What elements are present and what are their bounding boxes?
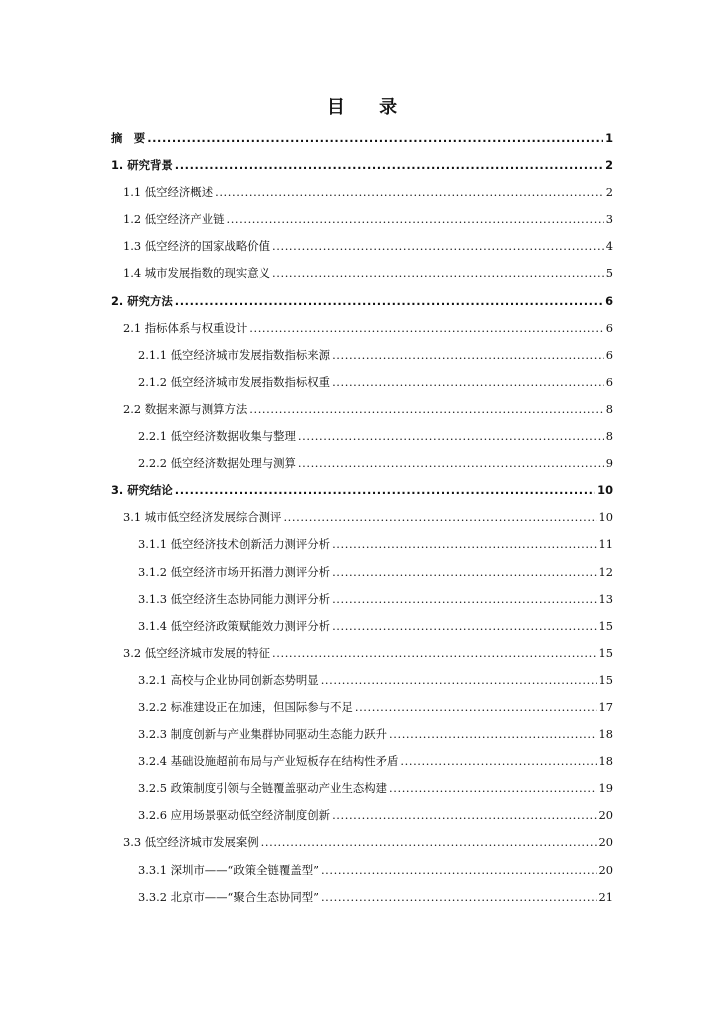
toc-entry-page-number: 15 (598, 672, 613, 687)
toc-entry[interactable] (111, 396, 613, 423)
toc-entry[interactable] (111, 721, 613, 748)
dot-leader (175, 288, 603, 315)
dot-leader (332, 559, 596, 586)
dot-leader (298, 423, 604, 450)
toc-entry-label: 3.1 城市低空经济发展综合测评 (123, 510, 282, 525)
toc-entry-page-number: 20 (598, 835, 613, 850)
toc-entry-label: 3.2.5 政策制度引领与全链覆盖驱动产业生态构建 (138, 781, 388, 796)
dot-leader (321, 857, 597, 884)
toc-entry[interactable] (111, 884, 613, 911)
dot-leader (400, 748, 596, 775)
toc-entry-label: 3.2.6 应用场景驱动低空经济制度创新 (138, 808, 331, 823)
toc-entry-page-number: 5 (605, 266, 613, 281)
toc-entry-page-number: 2 (605, 158, 613, 173)
dot-leader (389, 775, 596, 802)
toc-entry-page-number: 6 (605, 347, 613, 362)
toc-entry[interactable] (111, 369, 613, 396)
toc-entry-label: 3.2.2 标准建设正在加速，但国际参与不足 (138, 699, 353, 714)
toc-entry[interactable] (111, 613, 613, 640)
toc-entry[interactable] (111, 775, 613, 802)
dot-leader (298, 450, 604, 477)
toc-entry-page-number: 1 (605, 131, 613, 145)
toc-entry[interactable] (111, 531, 613, 558)
toc-entry-label: 3.1.1 低空经济技术创新活力测评分析 (138, 537, 331, 552)
toc-entry-label: 1.2 低空经济产业链 (123, 212, 225, 227)
dot-leader (332, 531, 596, 558)
toc-entry[interactable] (111, 423, 613, 450)
toc-entry-page-number: 17 (598, 699, 613, 714)
toc-entry[interactable] (111, 748, 613, 775)
toc-entry-label: 3.3.2 北京市——“聚合生态协同型” (138, 889, 319, 904)
toc-entry-label: 2.2.1 低空经济数据收集与整理 (138, 429, 296, 444)
toc-entry-label: 3.1.2 低空经济市场开拓潜力测评分析 (138, 564, 331, 579)
dot-leader (249, 315, 603, 342)
toc-entry[interactable] (111, 559, 613, 586)
toc-entry-page-number: 10 (597, 483, 613, 498)
toc-entry-label: 3.2 低空经济城市发展的特征 (123, 645, 271, 660)
dot-leader (226, 206, 603, 233)
toc-entry[interactable] (111, 342, 613, 369)
toc-entry[interactable] (111, 179, 613, 206)
dot-leader (175, 477, 595, 504)
dot-leader (272, 640, 596, 667)
toc-entry-page-number: 4 (605, 239, 613, 254)
toc-entry[interactable] (111, 315, 613, 342)
toc-entry[interactable] (111, 857, 613, 884)
toc-entry-page-number: 18 (598, 754, 613, 769)
toc-entry-page-number: 20 (598, 808, 613, 823)
dot-leader (321, 884, 597, 911)
toc-entry-label: 2.1 指标体系与权重设计 (123, 320, 248, 335)
toc-entry-page-number: 10 (598, 510, 613, 525)
toc-entry[interactable] (111, 206, 613, 233)
toc-entry[interactable] (111, 477, 613, 504)
toc-entry[interactable] (111, 233, 613, 260)
toc-entry[interactable] (111, 450, 613, 477)
toc-entry-label: 1. 研究背景 (111, 158, 173, 173)
toc-entry-page-number: 13 (598, 591, 613, 606)
dot-leader (215, 179, 604, 206)
toc-entry-label: 2.2.2 低空经济数据处理与测算 (138, 456, 296, 471)
toc-entry[interactable] (111, 586, 613, 613)
dot-leader (147, 125, 603, 152)
toc-entry-page-number: 9 (605, 456, 613, 471)
dot-leader (332, 369, 604, 396)
toc-entry-label: 1.3 低空经济的国家战略价值 (123, 239, 271, 254)
toc-entry-page-number: 20 (598, 862, 613, 877)
dot-leader (332, 342, 604, 369)
toc-entry-page-number: 15 (598, 618, 613, 633)
toc-entry-page-number: 19 (598, 781, 613, 796)
toc-entry-label: 3.2.4 基础设施超前布局与产业短板存在结构性矛盾 (138, 754, 399, 769)
toc-entry-page-number: 11 (598, 537, 613, 552)
toc-entry-page-number: 8 (605, 401, 613, 416)
toc-entry-label: 3.1.3 低空经济生态协同能力测评分析 (138, 591, 331, 606)
dot-leader (283, 504, 596, 531)
toc-entry-page-number: 2 (605, 185, 613, 200)
toc-entry-page-number: 6 (605, 374, 613, 389)
dot-leader (272, 233, 604, 260)
dot-leader (261, 829, 597, 856)
toc-entry-page-number: 18 (598, 727, 613, 742)
toc-entry-label: 2.2 数据来源与测算方法 (123, 401, 248, 416)
toc-entry-page-number: 6 (605, 293, 613, 308)
toc-entry-label: 2.1.1 低空经济城市发展指数指标来源 (138, 347, 331, 362)
dot-leader (332, 586, 596, 613)
toc-entry-page-number: 12 (598, 564, 613, 579)
toc-entry-page-number: 3 (605, 212, 613, 227)
toc-entry[interactable] (111, 260, 613, 287)
toc-entry-label: 3.2.1 高校与企业协同创新态势明显 (138, 672, 319, 687)
toc-entry[interactable] (111, 667, 613, 694)
toc-entry-label: 2.1.2 低空经济城市发展指数指标权重 (138, 374, 331, 389)
dot-leader (175, 152, 603, 179)
toc-entry-label: 3.3 低空经济城市发展案例 (123, 835, 259, 850)
toc-entry-label: 3.1.4 低空经济政策赋能效力测评分析 (138, 618, 331, 633)
toc-entry[interactable] (111, 802, 613, 829)
dot-leader (332, 613, 596, 640)
toc-entry[interactable] (111, 829, 613, 856)
table-of-contents (111, 125, 613, 911)
toc-entry-label: 2. 研究方法 (111, 293, 173, 308)
toc-entry-label: 3.2.3 制度创新与产业集群协同驱动生态能力跃升 (138, 727, 388, 742)
dot-leader (355, 694, 597, 721)
toc-entry-label: 3.3.1 深圳市——“政策全链覆盖型” (138, 862, 319, 877)
toc-entry-label: 摘 要 (111, 131, 146, 145)
toc-entry-page-number: 8 (605, 429, 613, 444)
dot-leader (249, 396, 603, 423)
toc-entry-label: 1.4 城市发展指数的现实意义 (123, 266, 271, 281)
toc-entry-page-number: 6 (605, 320, 613, 335)
toc-entry[interactable] (111, 640, 613, 667)
toc-entry[interactable] (111, 152, 613, 179)
toc-entry-label: 1.1 低空经济概述 (123, 185, 214, 200)
dot-leader (321, 667, 597, 694)
toc-entry-page-number: 15 (598, 645, 613, 660)
toc-entry[interactable] (111, 694, 613, 721)
dot-leader (389, 721, 596, 748)
toc-entry[interactable] (111, 288, 613, 315)
toc-entry[interactable] (111, 504, 613, 531)
dot-leader (272, 260, 604, 287)
dot-leader (332, 802, 596, 829)
toc-entry[interactable] (111, 125, 613, 152)
toc-title: 目 录 (326, 97, 412, 118)
toc-entry-label: 3. 研究结论 (111, 483, 173, 498)
toc-entry-page-number: 21 (598, 889, 613, 904)
